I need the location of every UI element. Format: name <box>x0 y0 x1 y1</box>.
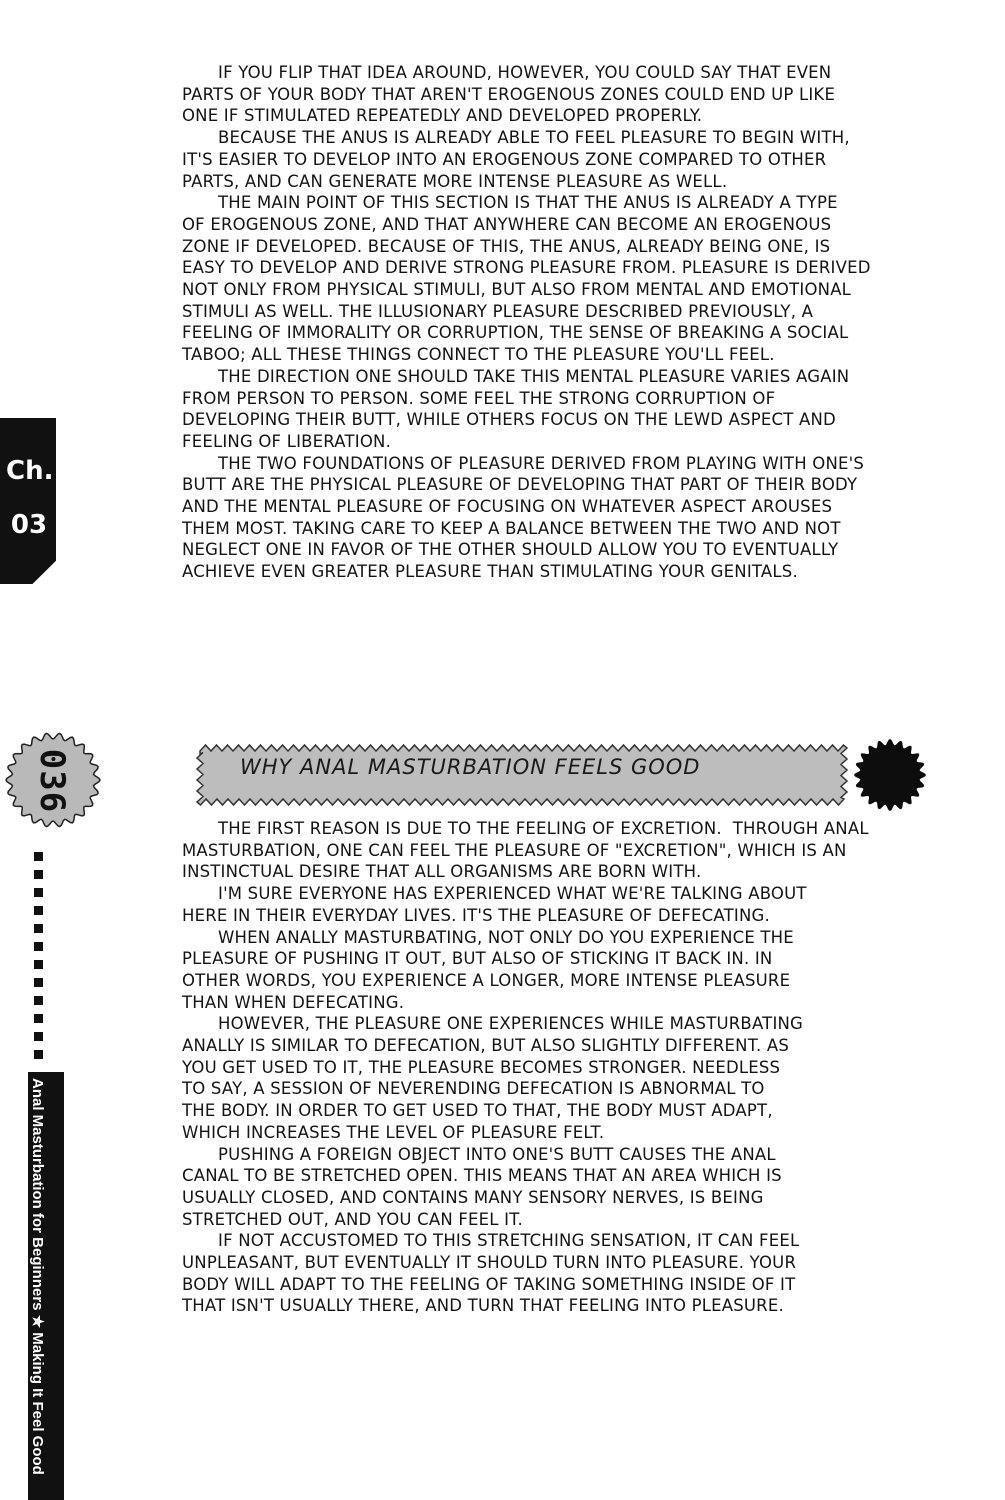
paragraph <box>182 927 972 1014</box>
text-line: THAN WHEN DEFECATING. <box>182 992 405 1012</box>
paragraph <box>182 818 972 883</box>
text-line: WHICH INCREASES THE LEVEL OF PLEASURE FELT. <box>182 1122 605 1142</box>
text-line: THE DIRECTION ONE SHOULD TAKE THIS MENTAL PLEASURE VARIES AGAIN <box>218 366 850 386</box>
text-line: BECAUSE THE ANUS IS ALREADY ABLE TO FEEL PLEASURE TO BEGIN WITH, <box>218 128 850 148</box>
text-line: IT'S EASIER TO DEVELOP INTO AN EROGENOUS ZONE COMPARED TO OTHER <box>182 149 827 169</box>
text-line: THAT ISN'T USUALLY THERE, AND TURN THAT FEELING INTO PLEASURE. <box>182 1296 784 1316</box>
text-line: TABOO; ALL THESE THINGS CONNECT TO THE PLEASURE YOU'LL FEEL. <box>182 345 775 365</box>
text-line: ONE IF STIMULATED REPEATEDLY AND DEVELOPED PROPERLY. <box>182 106 703 126</box>
chapter-number: 03 <box>10 510 48 540</box>
text-line: OF EROGENOUS ZONE, AND THAT ANYWHERE CAN BECOME AN EROGENOUS <box>182 214 832 234</box>
text-line: YOU GET USED TO IT, THE PLEASURE BECOMES STRONGER. NEEDLESS <box>182 1057 781 1077</box>
text-line: PARTS, AND CAN GENERATE MORE INTENSE PLEASURE AS WELL. <box>182 171 728 191</box>
text-line: ACHIEVE EVEN GREATER PLEASURE THAN STIMULATING YOUR GENITALS. <box>182 562 798 582</box>
paragraph <box>182 883 972 926</box>
text-line: AND THE MENTAL PLEASURE OF FOCUSING ON WHATEVER ASPECT AROUSES <box>182 497 833 517</box>
text-line: PUSHING A FOREIGN OBJECT INTO ONE'S BUTT CAUSES THE ANAL <box>218 1144 776 1164</box>
lower-body-text <box>182 818 972 1317</box>
text-line: EASY TO DEVELOP AND DERIVE STRONG PLEASURE FROM. PLEASURE IS DERIVED <box>182 258 871 278</box>
upper-body-text <box>182 62 972 583</box>
text-line: PLEASURE OF PUSHING IT OUT, BUT ALSO OF STICKING IT BACK IN. IN <box>182 949 773 969</box>
paragraph <box>182 1144 972 1231</box>
paragraph <box>182 366 972 453</box>
text-line: BODY WILL ADAPT TO THE FEELING OF TAKING SOMETHING INSIDE OF IT <box>182 1274 796 1294</box>
side-title: Anal Masturbation for Beginners ★ Making It Feel Good <box>29 1078 46 1475</box>
text-line: OTHER WORDS, YOU EXPERIENCE A LONGER, MORE INTENSE PLEASURE <box>182 970 791 990</box>
chapter-tab <box>0 418 56 584</box>
text-line: ANALLY IS SIMILAR TO DEFECATION, BUT ALSO SLIGHTLY DIFFERENT. AS <box>182 1036 790 1056</box>
paragraph <box>182 192 972 366</box>
text-line: STRETCHED OUT, AND YOU CAN FEEL IT. <box>182 1209 523 1229</box>
text-line: FEELING OF IMMORALITY OR CORRUPTION, THE SENSE OF BREAKING A SOCIAL <box>182 323 849 343</box>
text-line: FEELING OF LIBERATION. <box>182 431 392 451</box>
text-line: WHEN ANALLY MASTURBATING, NOT ONLY DO YOU EXPERIENCE THE <box>218 927 794 947</box>
text-line: THE MAIN POINT OF THIS SECTION IS THAT THE ANUS IS ALREADY A TYPE <box>218 193 838 213</box>
text-line: I'M SURE EVERYONE HAS EXPERIENCED WHAT WE'RE TALKING ABOUT <box>218 884 807 904</box>
section-heading: WHY ANAL MASTURBATION FEELS GOOD <box>240 755 701 779</box>
text-line: CANAL TO BE STRETCHED OPEN. THIS MEANS THAT AN AREA WHICH IS <box>182 1166 782 1186</box>
text-line: NOT ONLY FROM PHYSICAL STIMULI, BUT ALSO FROM MENTAL AND EMOTIONAL <box>182 280 852 300</box>
text-line: DEVELOPING THEIR BUTT, WHILE OTHERS FOCUS ON THE LEWD ASPECT AND <box>182 410 836 430</box>
text-line: THE FIRST REASON IS DUE TO THE FEELING OF EXCRETION. THROUGH ANAL <box>218 819 869 838</box>
text-line: HOWEVER, THE PLEASURE ONE EXPERIENCES WHILE MASTURBATING <box>218 1014 804 1034</box>
paragraph <box>182 1230 972 1317</box>
text-line: FROM PERSON TO PERSON. SOME FEEL THE STRONG CORRUPTION OF <box>182 388 776 408</box>
chapter-label: Ch. <box>6 456 54 486</box>
text-line: ZONE IF DEVELOPED. BECAUSE OF THIS, THE ANUS, ALREADY BEING ONE, IS <box>182 236 831 256</box>
paragraph <box>182 127 972 192</box>
text-line: PARTS OF YOUR BODY THAT AREN'T EROGENOUS ZONES COULD END UP LIKE <box>182 84 836 104</box>
dot-leader <box>34 852 44 1068</box>
text-line: THE BODY. IN ORDER TO GET USED TO THAT, THE BODY MUST ADAPT, <box>182 1101 773 1121</box>
text-line: INSTINCTUAL DESIRE THAT ALL ORGANISMS ARE BORN WITH. <box>182 862 702 882</box>
text-line: STIMULI AS WELL. THE ILLUSIONARY PLEASURE DESCRIBED PREVIOUSLY, A <box>182 301 814 321</box>
paragraph <box>182 1013 972 1143</box>
text-line: IF YOU FLIP THAT IDEA AROUND, HOWEVER, YOU COULD SAY THAT EVEN <box>218 63 832 82</box>
text-line: THE TWO FOUNDATIONS OF PLEASURE DERIVED FROM PLAYING WITH ONE'S <box>218 453 865 473</box>
page-number: 036 <box>32 748 72 814</box>
text-line: MASTURBATION, ONE CAN FEEL THE PLEASURE OF "EXCRETION", WHICH IS AN <box>182 840 847 860</box>
paragraph <box>182 62 972 127</box>
paragraph <box>182 453 972 583</box>
text-line: TO SAY, A SESSION OF NEVERENDING DEFECATION IS ABNORMAL TO <box>182 1079 765 1099</box>
text-line: BUTT ARE THE PHYSICAL PLEASURE OF DEVELOPING THAT PART OF THEIR BODY <box>182 475 858 495</box>
text-line: UNPLEASANT, BUT EVENTUALLY IT SHOULD TURN INTO PLEASURE. YOUR <box>182 1253 797 1273</box>
text-line: NEGLECT ONE IN FAVOR OF THE OTHER SHOULD ALLOW YOU TO EVENTUALLY <box>182 540 839 560</box>
text-line: USUALLY CLOSED, AND CONTAINS MANY SENSORY NERVES, IS BEING <box>182 1187 764 1207</box>
text-line: IF NOT ACCUSTOMED TO THIS STRETCHING SENSATION, IT CAN FEEL <box>218 1231 800 1251</box>
text-line: THEM MOST. TAKING CARE TO KEEP A BALANCE BETWEEN THE TWO AND NOT <box>182 518 841 538</box>
text-line: HERE IN THEIR EVERYDAY LIVES. IT'S THE PLEASURE OF DEFECATING. <box>182 905 770 925</box>
